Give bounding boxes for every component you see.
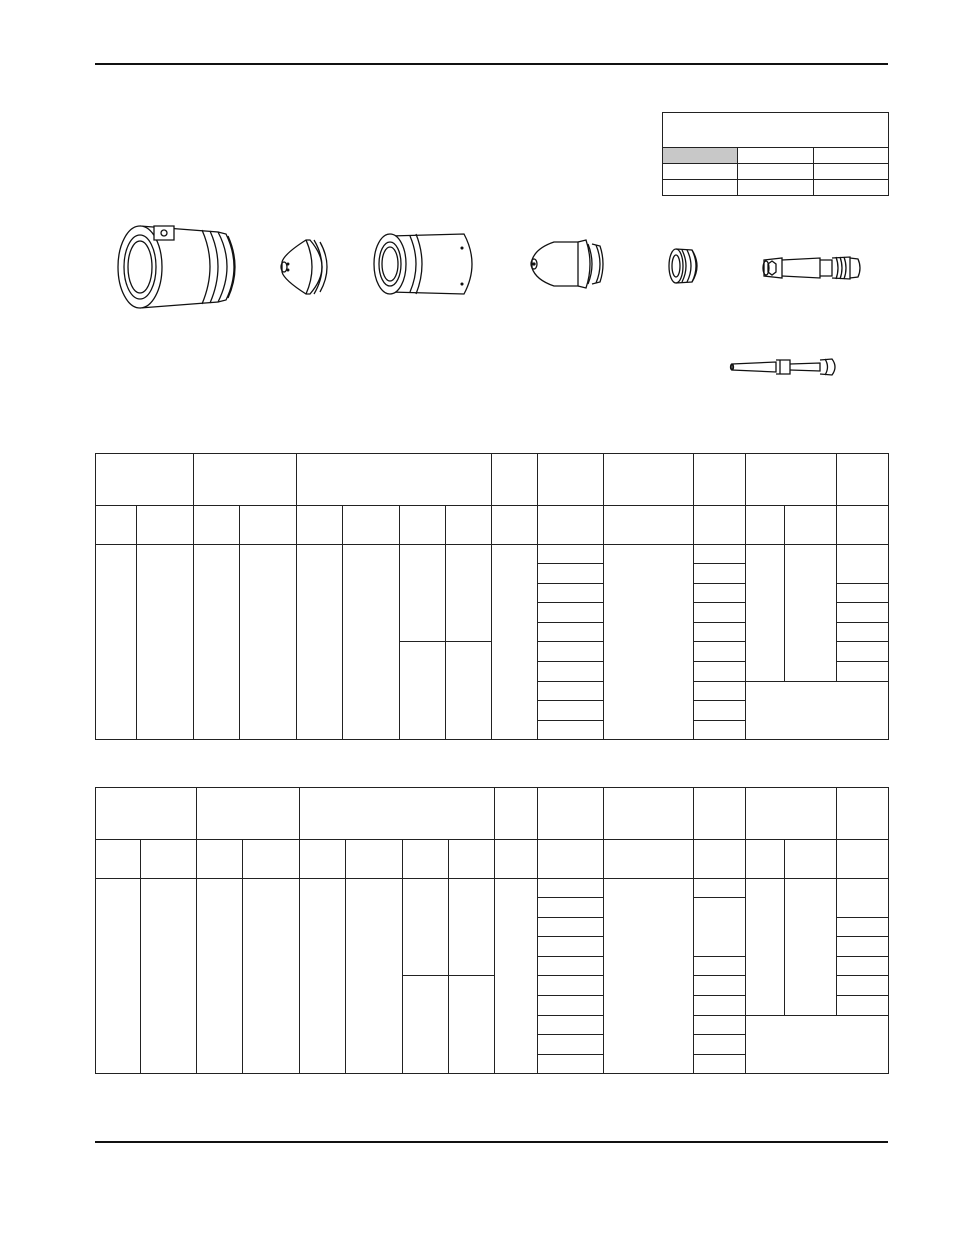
column-divider — [537, 453, 538, 740]
key-table-cell — [663, 148, 738, 164]
electrode-icon — [760, 252, 864, 284]
row-divider — [537, 700, 603, 701]
column-divider — [745, 787, 746, 1074]
column-divider — [140, 839, 141, 1074]
row-divider — [537, 936, 603, 937]
key-table-cell — [738, 148, 813, 164]
row-divider — [836, 583, 889, 584]
cut-chart-table-2 — [95, 787, 889, 1074]
row-divider — [693, 563, 745, 564]
row-divider — [836, 641, 889, 642]
row-divider — [537, 995, 603, 996]
row-divider — [836, 622, 889, 623]
row-divider — [537, 563, 603, 564]
row-divider — [693, 995, 745, 996]
nozzle-icon — [528, 238, 608, 290]
column-divider — [693, 453, 694, 740]
row-divider — [693, 1015, 745, 1016]
column-divider — [239, 505, 240, 740]
header-divider — [95, 839, 889, 840]
row-divider — [537, 975, 603, 976]
key-table-cell — [663, 164, 738, 180]
column-divider — [537, 787, 538, 1074]
column-divider — [836, 787, 837, 1015]
header-divider — [95, 505, 889, 506]
row-divider — [693, 956, 745, 957]
row-divider — [537, 622, 603, 623]
column-divider — [784, 505, 785, 681]
row-divider — [693, 1054, 745, 1055]
header-divider — [95, 544, 889, 545]
column-divider — [448, 839, 449, 1074]
row-divider — [836, 995, 889, 996]
row-divider — [693, 641, 745, 642]
row-divider — [693, 681, 745, 682]
row-divider — [537, 1034, 603, 1035]
column-divider — [136, 505, 137, 740]
row-divider — [537, 720, 603, 721]
row-divider — [537, 1015, 603, 1016]
row-divider — [537, 583, 603, 584]
column-divider — [193, 453, 194, 740]
column-divider — [345, 839, 346, 1074]
column-divider — [196, 787, 197, 1074]
row-divider — [537, 602, 603, 603]
key-table-cell — [738, 180, 813, 196]
row-divider — [693, 661, 745, 662]
key-table-cell — [813, 148, 888, 164]
nozzle-retaining-cap-icon — [370, 228, 478, 300]
column-divider — [445, 505, 446, 740]
header-rule — [95, 63, 888, 65]
header-divider — [95, 878, 889, 879]
row-divider — [693, 583, 745, 584]
row-divider — [537, 917, 603, 918]
column-divider — [296, 453, 297, 740]
row-divider — [537, 956, 603, 957]
column-divider — [342, 505, 343, 740]
table-border — [95, 787, 889, 1074]
column-divider — [399, 505, 400, 740]
table-border — [95, 453, 889, 740]
key-table-cell — [738, 164, 813, 180]
key-table-cell — [813, 180, 888, 196]
column-divider — [242, 839, 243, 1074]
row-divider — [745, 1015, 889, 1016]
row-divider — [693, 602, 745, 603]
column-divider — [693, 787, 694, 1074]
column-divider — [836, 453, 837, 681]
column-divider — [491, 453, 492, 740]
row-divider — [537, 897, 603, 898]
column-divider — [603, 787, 604, 1074]
row-divider — [693, 897, 745, 898]
footer-rule — [95, 1141, 888, 1143]
key-table-cell — [663, 180, 738, 196]
row-divider — [836, 917, 889, 918]
row-divider — [836, 956, 889, 957]
key-table — [662, 112, 889, 196]
water-tube-icon — [728, 356, 840, 378]
column-divider — [603, 453, 604, 740]
key-table-title — [663, 113, 889, 148]
column-divider — [299, 787, 300, 1074]
row-divider — [399, 641, 491, 642]
row-divider — [745, 681, 889, 682]
row-divider — [537, 641, 603, 642]
shield-icon — [278, 236, 334, 298]
key-table-cell — [813, 164, 888, 180]
cut-chart-table-1 — [95, 453, 889, 740]
row-divider — [537, 661, 603, 662]
row-divider — [693, 720, 745, 721]
row-divider — [402, 975, 494, 976]
row-divider — [693, 1034, 745, 1035]
retaining-cap-icon — [110, 222, 242, 310]
row-divider — [537, 681, 603, 682]
row-divider — [836, 602, 889, 603]
row-divider — [693, 622, 745, 623]
column-divider — [402, 839, 403, 1074]
column-divider — [494, 787, 495, 1074]
column-divider — [784, 839, 785, 1015]
row-divider — [836, 661, 889, 662]
row-divider — [537, 1054, 603, 1055]
row-divider — [693, 700, 745, 701]
row-divider — [836, 975, 889, 976]
row-divider — [693, 975, 745, 976]
swirl-ring-icon — [666, 246, 704, 286]
row-divider — [836, 936, 889, 937]
column-divider — [745, 453, 746, 740]
